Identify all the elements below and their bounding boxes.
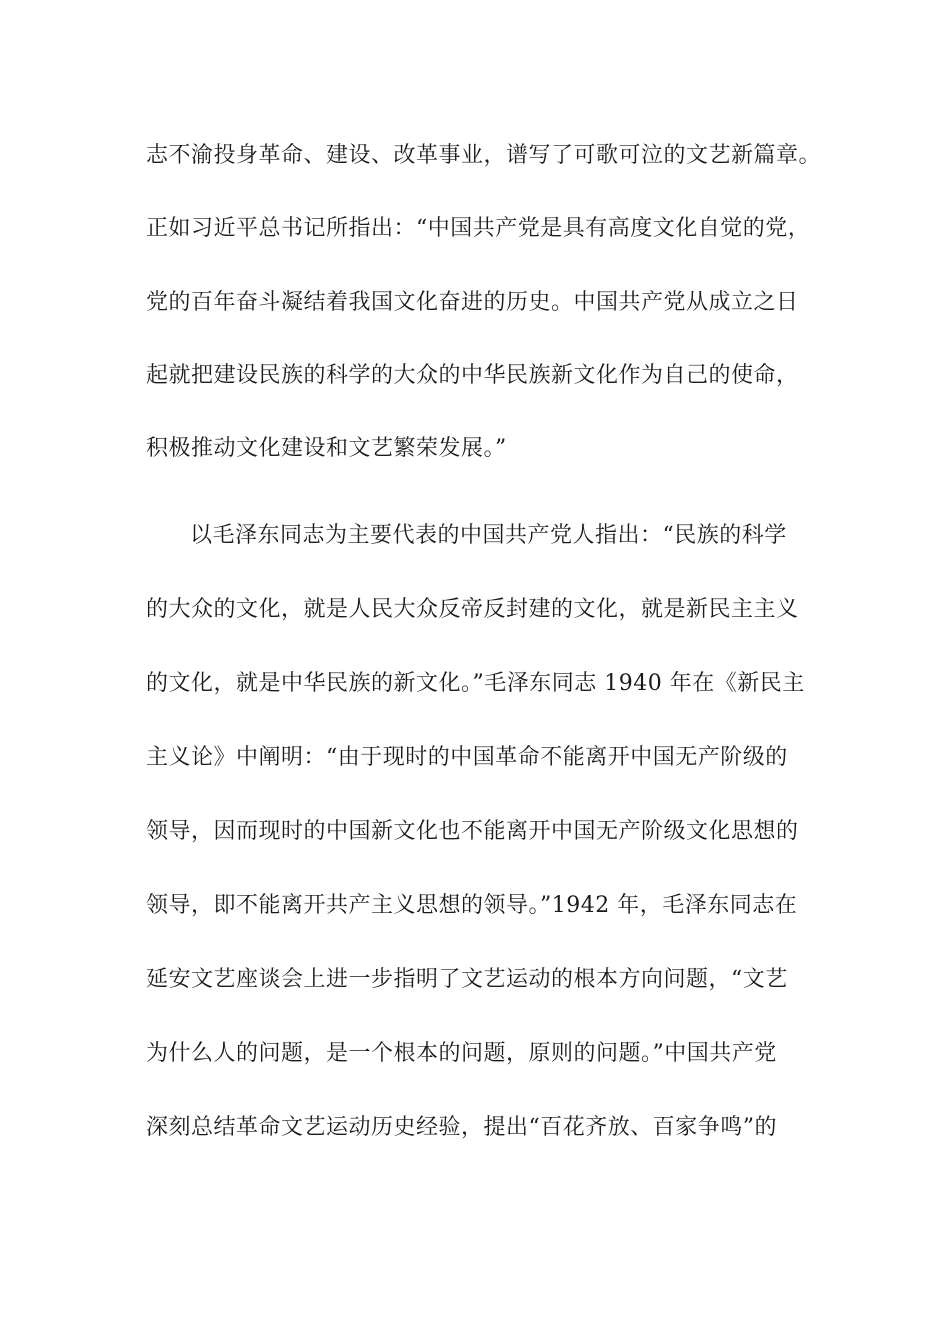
text-line: 正如习近平总书记所指出：“中国共产党是具有高度文化自觉的党， bbox=[146, 216, 811, 241]
text-line: 志不渝投身革命、建设、改革事业，谱写了可歌可泣的文艺新篇章。 bbox=[146, 143, 822, 168]
text-line: 党的百年奋斗凝结着我国文化奋进的历史。中国共产党从成立之日 bbox=[146, 290, 799, 315]
text-line: 为什么人的问题，是一个根本的问题，原则的问题。”中国共产党 bbox=[146, 1041, 777, 1066]
text-line: 起就把建设民族的科学的大众的中华民族新文化作为自己的使命， bbox=[146, 363, 799, 388]
text-line: 领导，因而现时的中国新文化也不能离开中国无产阶级文化思想的 bbox=[146, 819, 799, 844]
text-line: 的文化，就是中华民族的新文化。”毛泽东同志 1940 年在《新民主 bbox=[146, 671, 805, 696]
text-line: 领导，即不能离开共产主义思想的领导。”1942 年，毛泽东同志在 bbox=[146, 893, 798, 918]
text-line: 深刻总结革命文艺运动历史经验，提出“百花齐放、百家争鸣”的 bbox=[146, 1115, 777, 1140]
paragraph-first-line: 以毛泽东同志为主要代表的中国共产党人指出：“民族的科学 bbox=[190, 523, 787, 548]
text-line: 主义论》中阐明：“由于现时的中国革命不能离开中国无产阶级的 bbox=[146, 745, 788, 770]
text-line: 延安文艺座谈会上进一步指明了文艺运动的根本方向问题，“文艺 bbox=[146, 967, 788, 992]
text-line: 的大众的文化，就是人民大众反帝反封建的文化，就是新民主主义 bbox=[146, 597, 799, 622]
text-line: 积极推动文化建设和文艺繁荣发展。” bbox=[146, 436, 507, 461]
